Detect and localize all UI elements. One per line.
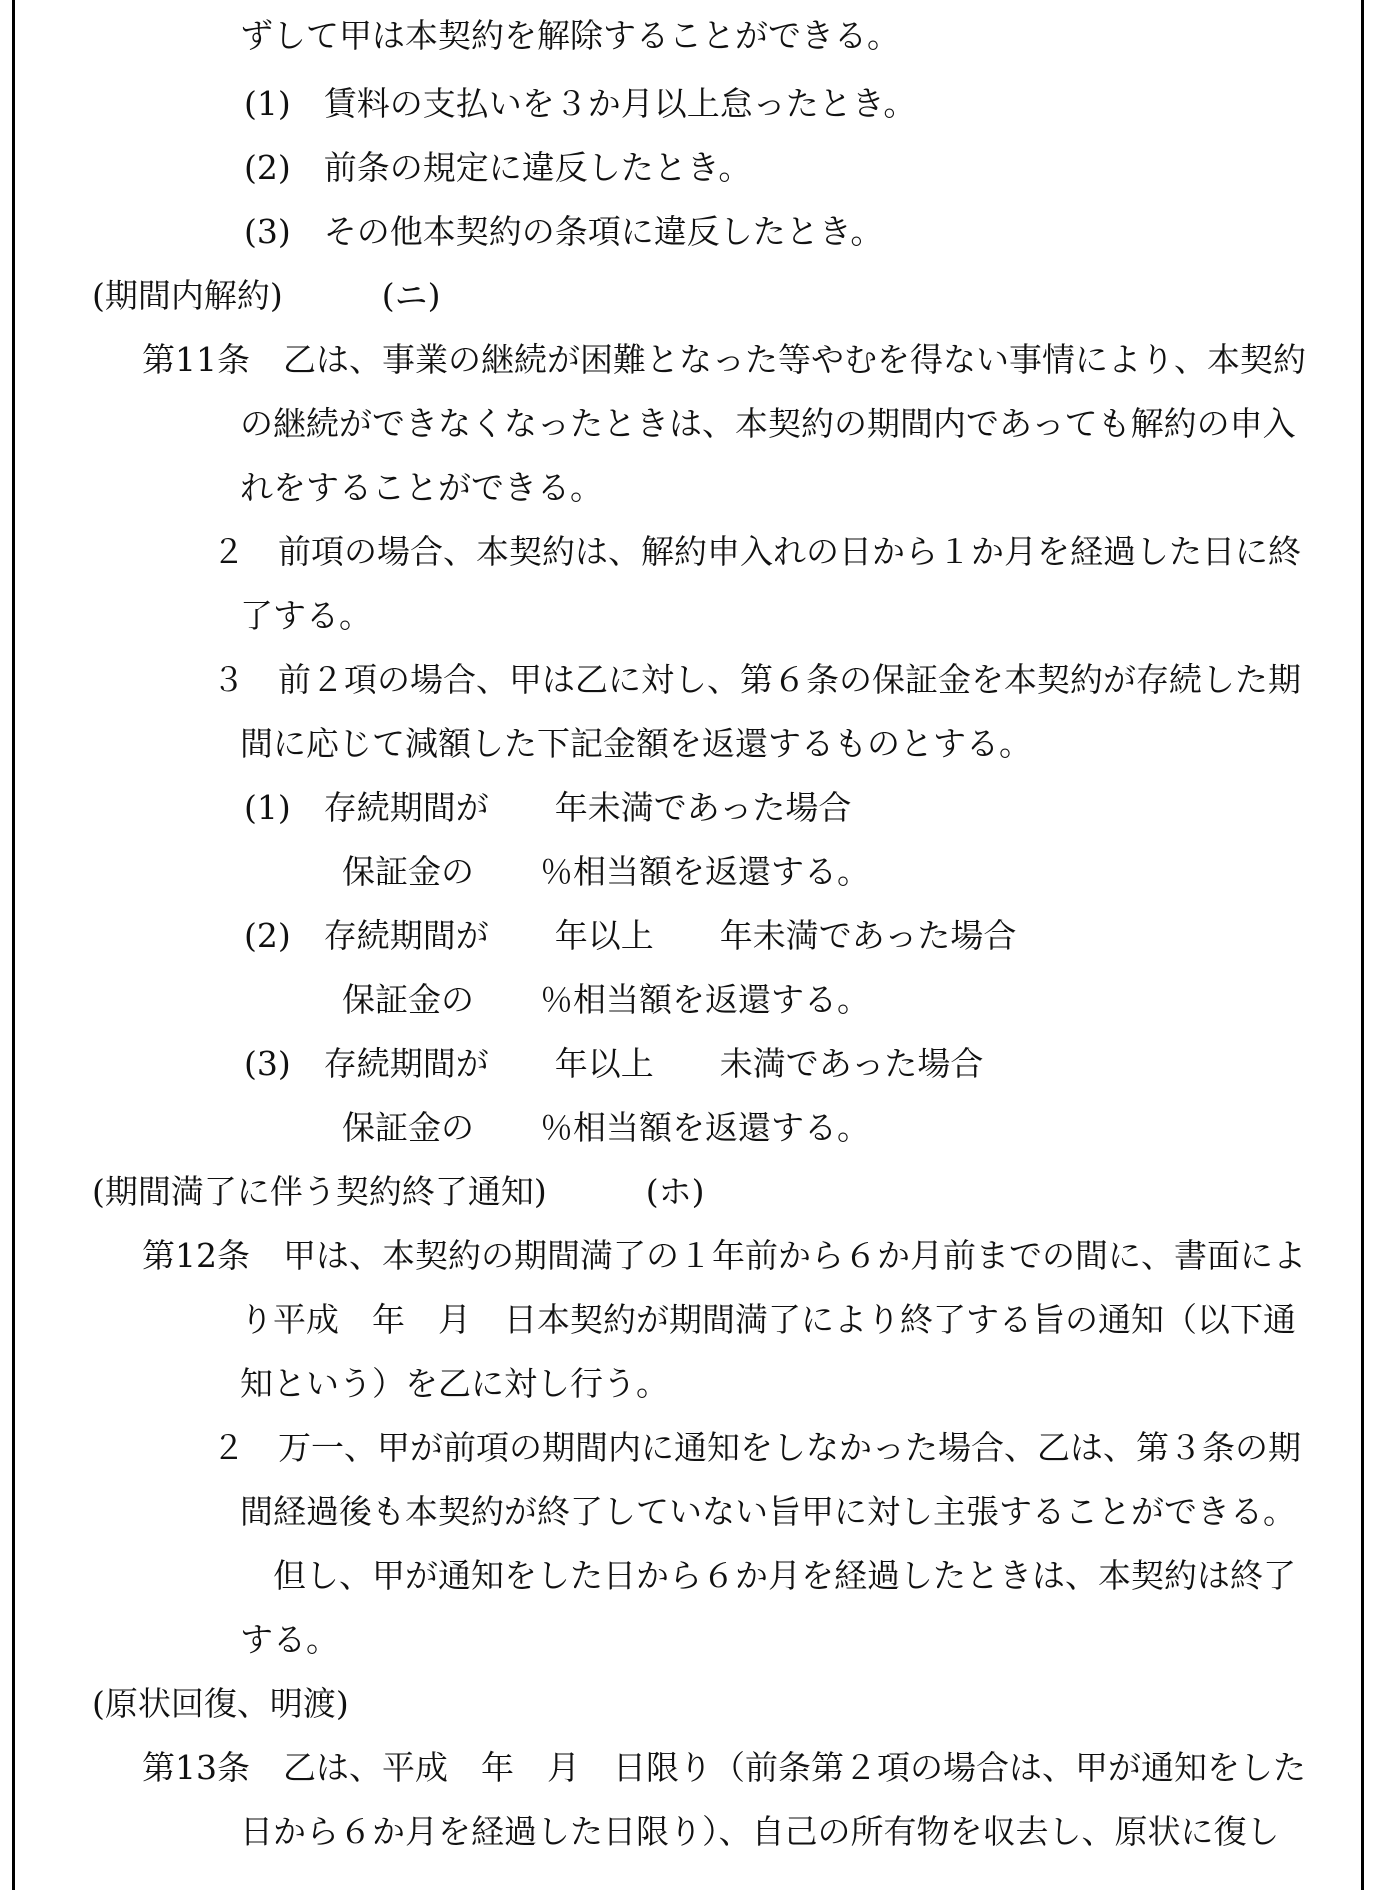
list-item: (3) その他本契約の条項に違反したとき。 [244, 212, 884, 251]
list-item: (2) 存続期間が 年以上 年未満であった場合 [244, 916, 1017, 955]
text-line: ずして甲は本契約を解除することができる。 [240, 16, 900, 55]
list-item-detail: 保証金の ％相当額を返還する。 [342, 980, 870, 1019]
paragraph-line: ２ 前項の場合、本契約は、解約申入れの日から１か月を経過した日に終 [212, 532, 1301, 571]
article-line: 第11条 乙は、事業の継続が困難となった等やむを得ない事情により、本契約 [142, 340, 1306, 379]
page-right-border [1361, 0, 1364, 1890]
list-item: (1) 賃料の支払いを３か月以上怠ったとき。 [244, 84, 917, 123]
text-line: れをすることができる。 [240, 468, 603, 507]
paragraph-line: ３ 前２項の場合、甲は乙に対し、第６条の保証金を本契約が存続した期 [212, 660, 1301, 699]
section-heading: (期間満了に伴う契約終了通知) (ホ) [92, 1172, 705, 1211]
section-heading: (原状回復、明渡) [92, 1684, 349, 1723]
text-line: 但し、甲が通知をした日から６か月を経過したときは、本契約は終了 [240, 1556, 1296, 1595]
text-line: 間に応じて減額した下記金額を返還するものとする。 [240, 724, 1032, 763]
list-item-detail: 保証金の ％相当額を返還する。 [342, 1108, 870, 1147]
list-item-detail: 保証金の ％相当額を返還する。 [342, 852, 870, 891]
article-line: 第13条 乙は、平成 年 月 日限り（前条第２項の場合は、甲が通知をした [142, 1748, 1306, 1787]
list-item: (1) 存続期間が 年未満であった場合 [244, 788, 852, 827]
text-line: 了する。 [240, 596, 372, 635]
text-line: 知という）を乙に対し行う。 [240, 1364, 669, 1403]
page-left-border [12, 0, 15, 1890]
text-line: する。 [240, 1620, 339, 1659]
text-line: の継続ができなくなったときは、本契約の期間内であっても解約の申入 [240, 404, 1296, 443]
list-item: (2) 前条の規定に違反したとき。 [244, 148, 752, 187]
article-line: 第12条 甲は、本契約の期間満了の１年前から６か月前までの間に、書面によ [142, 1236, 1306, 1275]
list-item: (3) 存続期間が 年以上 未満であった場合 [244, 1044, 984, 1083]
section-heading: (期間内解約) (ニ) [92, 276, 441, 315]
paragraph-line: ２ 万一、甲が前項の期間内に通知をしなかった場合、乙は、第３条の期 [212, 1428, 1301, 1467]
text-line: り平成 年 月 日本契約が期間満了により終了する旨の通知（以下通 [240, 1300, 1296, 1339]
text-line: 間経過後も本契約が終了していない旨甲に対し主張することができる。 [240, 1492, 1296, 1531]
text-line: 日から６か月を経過した日限り）、自己の所有物を収去し、原状に復し [240, 1812, 1280, 1851]
